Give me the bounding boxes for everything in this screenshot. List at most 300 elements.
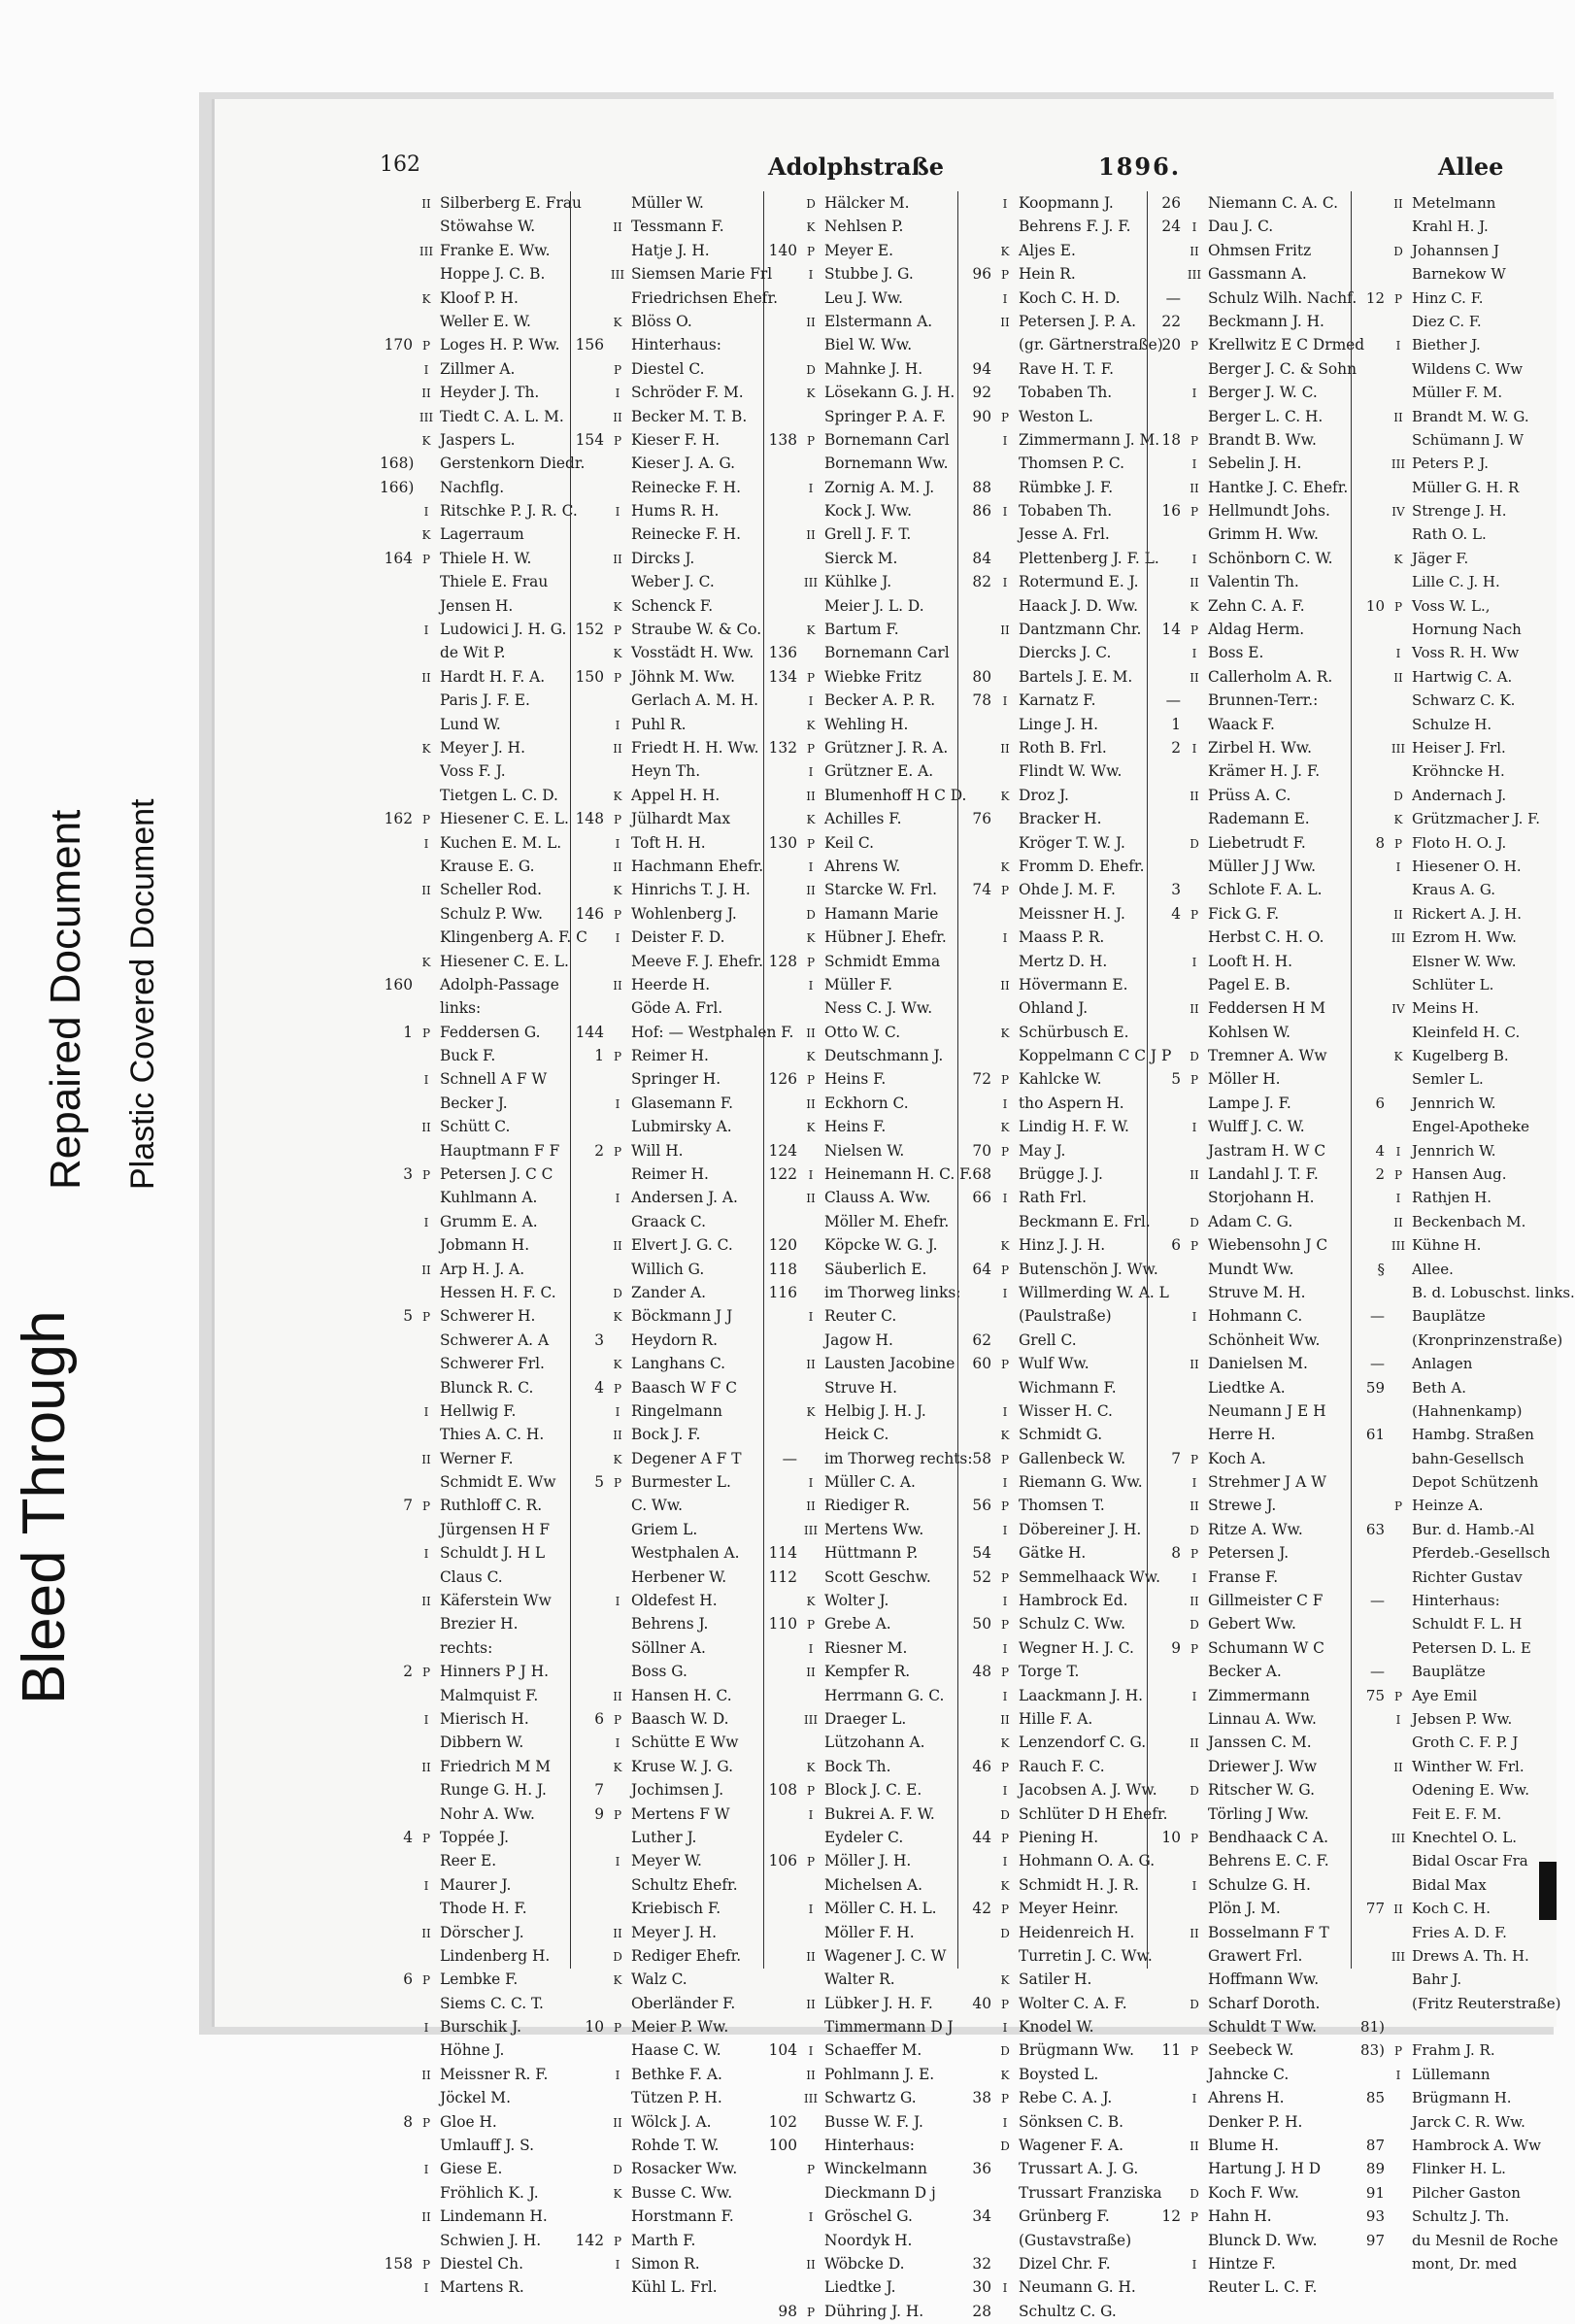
resident-name: Johannsen J <box>1412 241 1499 259</box>
floor-code: P <box>806 433 816 448</box>
directory-entry <box>764 973 958 996</box>
house-number: 4 <box>1375 1141 1385 1160</box>
directory-entry <box>1352 1162 1558 1186</box>
house-number: 61 <box>1365 1426 1385 1444</box>
floor-code: I <box>1002 433 1008 448</box>
resident-name: Torge T. <box>1019 1663 1080 1681</box>
resident-name: Herbst C. H. O. <box>1208 928 1324 947</box>
floor-code: P <box>1190 1452 1199 1466</box>
directory-entry <box>1352 665 1558 689</box>
resident-name: Kuhlmann A. <box>440 1189 538 1207</box>
directory-entry <box>571 1566 764 1589</box>
directory-entry <box>1352 1233 1558 1257</box>
resident-name: Berger L. C. H. <box>1208 407 1324 425</box>
directory-entry <box>1352 428 1558 452</box>
floor-code: I <box>615 505 620 520</box>
resident-name: Brunnen-Terr.: <box>1208 691 1319 710</box>
resident-name: Gillmeister C F <box>1208 1592 1324 1610</box>
floor-code: P <box>421 2115 431 2130</box>
resident-name: Jäger F. <box>1412 549 1469 567</box>
directory-entry <box>380 1423 570 1446</box>
resident-name: Knodel W. <box>1019 2018 1094 2037</box>
directory-entry <box>380 855 570 878</box>
directory-entry <box>571 1304 764 1328</box>
floor-code: P <box>806 955 816 969</box>
resident-name: Mahnke J. H. <box>824 359 923 378</box>
resident-name: Hamann Marie <box>824 904 939 923</box>
directory-entry <box>380 2157 570 2180</box>
resident-name: Meyer Heinr. <box>1019 1900 1119 1918</box>
resident-name: Gebert Ww. <box>1208 1615 1296 1634</box>
resident-name: Hartung J. H D <box>1208 2160 1322 2178</box>
directory-entry <box>1352 1684 1558 1707</box>
floor-code: P <box>1000 1263 1010 1277</box>
floor-code: I <box>1395 2068 1401 2082</box>
resident-name: Müller F. <box>824 975 893 994</box>
house-number: 126 <box>768 1070 797 1089</box>
directory-entry <box>764 1233 958 1257</box>
floor-code: K <box>613 647 622 661</box>
house-number: 91 <box>1365 2183 1385 2202</box>
resident-name: Heyder J. Th. <box>440 384 540 402</box>
resident-name: Bartum F. <box>824 621 899 639</box>
resident-name: Gätke H. <box>1019 1544 1087 1563</box>
resident-name: Umlauff J. S. <box>440 2137 535 2155</box>
floor-code: D <box>1393 244 1403 258</box>
resident-name: Plettenberg J. F. L. <box>1019 549 1159 567</box>
directory-entry <box>1148 1968 1352 1991</box>
resident-name: Friedrich M M <box>440 1757 552 1775</box>
directory-entry <box>571 689 764 712</box>
directory-entry <box>958 1802 1168 1826</box>
street-heading-right: Allee <box>1438 152 1504 181</box>
floor-code: II <box>806 528 816 543</box>
directory-entry <box>380 1162 570 1186</box>
house-number: 93 <box>1365 2207 1385 2226</box>
directory-entry <box>764 2086 958 2109</box>
floor-code: P <box>421 1973 431 1988</box>
resident-name: Tobaben Th. <box>1019 502 1113 521</box>
resident-name: Hiesener O. H. <box>1412 857 1522 875</box>
floor-code: K <box>613 1452 622 1466</box>
floor-code: II <box>1190 1926 1199 1940</box>
floor-code: I <box>423 1713 429 1727</box>
directory-entry <box>571 1518 764 1541</box>
house-number: 22 <box>1161 312 1181 330</box>
directory-entry <box>380 1115 570 1138</box>
floor-code: P <box>421 1026 431 1040</box>
floor-code: II <box>1190 244 1199 258</box>
directory-entry <box>380 926 587 949</box>
directory-entry <box>958 357 1148 381</box>
resident-name: Ringelmann <box>631 1401 722 1420</box>
resident-name: Semler L. <box>1412 1070 1484 1089</box>
house-number: § <box>1377 1260 1385 1278</box>
floor-code: P <box>806 2305 816 2319</box>
floor-code: K <box>806 931 816 946</box>
directory-entry <box>571 641 764 664</box>
floor-code: II <box>421 387 431 401</box>
resident-name: Lindig H. F. W. <box>1019 1118 1129 1136</box>
house-number: 87 <box>1365 2137 1385 2155</box>
floor-code: II <box>613 1689 622 1703</box>
resident-name: Floto H. O. J. <box>1412 833 1507 852</box>
directory-entry <box>958 428 1160 452</box>
floor-code: I <box>1002 1404 1008 1419</box>
floor-code: I <box>1002 1096 1008 1111</box>
directory-entry <box>958 2157 1148 2180</box>
directory-entry <box>380 1139 570 1162</box>
directory-entry <box>764 2015 958 2038</box>
resident-name: Oldefest H. <box>631 1592 718 1610</box>
resident-name: Hornung Nach <box>1412 621 1522 639</box>
resident-name: Dizel Chr. F. <box>1019 2254 1111 2273</box>
resident-name: Marth F. <box>631 2231 696 2249</box>
floor-code: I <box>423 623 429 638</box>
directory-entry <box>764 594 958 618</box>
resident-name: Peters P. J. <box>1412 455 1490 473</box>
directory-entry <box>571 1660 764 1683</box>
resident-name: Krause E. G. <box>440 857 535 875</box>
directory-entry <box>764 333 958 356</box>
house-number: 110 <box>768 1615 797 1634</box>
resident-name: Block J. C. E. <box>824 1781 922 1800</box>
directory-entry <box>1148 476 1352 499</box>
house-number: 3 <box>594 1330 604 1349</box>
directory-entry <box>571 1399 764 1423</box>
resident-name: Beckenbach M. <box>1412 1212 1526 1230</box>
resident-name: Friedt H. H. Ww. <box>631 738 759 757</box>
house-number: 78 <box>972 691 991 710</box>
directory-entry <box>1352 1447 1558 1470</box>
floor-code: I <box>1191 552 1197 566</box>
resident-name: Rath Frl. <box>1019 1189 1087 1207</box>
resident-name: Hövermann E. <box>1019 975 1128 994</box>
resident-name: Kleinfeld H. C. <box>1412 1023 1521 1041</box>
resident-name: Hille F. A. <box>1019 1710 1093 1728</box>
resident-name: Grützner J. R. A. <box>824 738 949 757</box>
floor-code: I <box>1191 387 1197 401</box>
resident-name: Laackmann J. H. <box>1019 1686 1144 1704</box>
directory-entry <box>1352 2157 1558 2180</box>
directory-entry <box>571 547 764 570</box>
directory-entry <box>380 1684 570 1707</box>
floor-code: D <box>1000 2044 1010 2059</box>
directory-entry <box>1352 1021 1558 1044</box>
floor-code: II <box>806 1499 816 1514</box>
directory-entry <box>764 665 958 689</box>
floor-code: I <box>615 718 620 732</box>
resident-name: Arp H. J. A. <box>440 1260 525 1278</box>
bleed-through-label: Bleed Through <box>11 1310 78 1704</box>
resident-name: Diestel Ch. <box>440 2254 523 2273</box>
resident-name: Grebe A. <box>824 1615 891 1634</box>
resident-name: Brandt M. W. G. <box>1412 407 1529 425</box>
directory-entry <box>380 2181 570 2205</box>
floor-code: I <box>1002 1784 1008 1799</box>
directory-entry <box>958 1233 1148 1257</box>
directory-entry <box>380 784 570 807</box>
directory-entry <box>1148 1566 1352 1589</box>
directory-entry <box>764 2038 958 2062</box>
floor-code: I <box>808 1641 814 1656</box>
resident-name: Berger J. W. C. <box>1208 384 1318 402</box>
directory-entry <box>958 1778 1157 1802</box>
resident-name: Kieser F. H. <box>631 430 720 449</box>
floor-code: D <box>806 907 816 922</box>
resident-name: Lille C. J. H. <box>1412 573 1500 591</box>
house-number: 48 <box>972 1663 991 1681</box>
directory-entry <box>1352 1044 1558 1067</box>
directory-entry <box>1352 191 1558 215</box>
directory-entry <box>571 1589 764 1612</box>
resident-name: Scheller Rod. <box>440 881 542 899</box>
directory-entry <box>1352 1707 1558 1731</box>
floor-code: II <box>1190 670 1199 685</box>
directory-entry <box>764 1470 958 1494</box>
resident-name: Rebe C. A. J. <box>1019 2089 1113 2107</box>
resident-name: Blunck D. Ww. <box>1208 2231 1318 2249</box>
resident-name: Grumm E. A. <box>440 1212 538 1230</box>
resident-name: Rathjen H. <box>1412 1189 1492 1207</box>
directory-entry <box>571 499 764 522</box>
floor-code: II <box>421 1926 431 1940</box>
resident-name: Richter Gustav <box>1412 1567 1523 1586</box>
directory-entry <box>571 2181 764 2205</box>
directory-entry <box>764 1778 958 1802</box>
floor-code: K <box>1000 1026 1010 1040</box>
house-number: 10 <box>585 2018 604 2037</box>
resident-name: Schlüter D H Ehefr. <box>1019 1804 1168 1823</box>
directory-entry <box>1352 1921 1558 1944</box>
house-number: 1 <box>594 1047 604 1065</box>
resident-name: Schumann W C <box>1208 1638 1324 1657</box>
resident-name: im Thorweg rechts: <box>824 1449 973 1467</box>
resident-name: Ahrens W. <box>824 857 901 875</box>
house-number: 7 <box>403 1497 413 1515</box>
floor-code: I <box>1191 2092 1197 2106</box>
directory-entry <box>380 1233 570 1257</box>
resident-name: Semmelhaack Ww. <box>1019 1567 1161 1586</box>
directory-entry <box>1148 807 1352 830</box>
directory-entry <box>571 1139 764 1162</box>
resident-name: Gassmann A. <box>1208 265 1307 284</box>
house-number: 162 <box>384 810 413 828</box>
resident-name: Linnau A. Ww. <box>1208 1710 1317 1728</box>
directory-entry <box>1148 1660 1352 1683</box>
house-number: 68 <box>972 1165 991 1184</box>
directory-entry <box>958 1352 1148 1375</box>
house-number: 98 <box>778 2302 797 2320</box>
house-number: 168) <box>380 455 415 473</box>
resident-name: Törling J Ww. <box>1208 1804 1309 1823</box>
directory-entry <box>1148 1162 1352 1186</box>
resident-name: Heins F. <box>824 1118 887 1136</box>
resident-name: Bartels J. E. M. <box>1019 667 1133 686</box>
floor-code: P <box>1190 2210 1199 2225</box>
floor-code: K <box>1190 599 1199 614</box>
directory-entry <box>958 1470 1148 1494</box>
house-number: 75 <box>1365 1686 1385 1704</box>
resident-name: Runge G. H. J. <box>440 1781 547 1800</box>
directory-entry <box>958 1021 1148 1044</box>
floor-code: I <box>1002 1689 1008 1703</box>
house-number: 166) <box>380 478 415 496</box>
directory-entry <box>571 1636 764 1660</box>
floor-code: K <box>1393 1050 1403 1064</box>
house-number: 54 <box>972 1544 991 1563</box>
directory-entry <box>1148 1612 1352 1635</box>
resident-name: Schwerer Frl. <box>440 1355 545 1373</box>
resident-name: Grawert Frl. <box>1208 1946 1303 1965</box>
resident-name: Hahn H. <box>1208 2207 1272 2226</box>
resident-name: Clauss A. Ww. <box>824 1189 931 1207</box>
house-number: 18 <box>1161 430 1181 449</box>
directory-entry <box>958 1684 1148 1707</box>
directory-entry <box>958 784 1148 807</box>
directory-entry <box>764 476 958 499</box>
resident-name: Reimer H. <box>631 1047 709 1065</box>
floor-code: I <box>1395 647 1401 661</box>
floor-code: P <box>1000 410 1010 424</box>
resident-name: Malmquist F. <box>440 1686 539 1704</box>
directory-entry <box>380 1873 570 1897</box>
house-number: 81) <box>1360 2018 1385 2037</box>
house-number: 32 <box>972 2254 991 2273</box>
floor-code: P <box>613 1050 622 1064</box>
resident-name: Bornemann Ww. <box>824 455 949 473</box>
resident-name: Müller J J Ww. <box>1208 857 1317 875</box>
resident-name: du Mesnil de Roche <box>1412 2231 1558 2249</box>
directory-entry <box>571 1992 764 2015</box>
directory-entry <box>1148 1186 1352 1209</box>
directory-entry <box>571 1707 764 1731</box>
directory-entry <box>764 1992 958 2015</box>
directory-entry <box>958 926 1148 949</box>
house-number: 86 <box>972 502 991 521</box>
directory-entry <box>764 689 958 712</box>
directory-entry <box>958 1044 1172 1067</box>
floor-code: P <box>613 670 622 685</box>
resident-name: Höhne J. <box>440 2041 505 2060</box>
directory-entry <box>764 547 958 570</box>
house-number: 8 <box>1171 1544 1181 1563</box>
directory-entry <box>1148 381 1352 404</box>
resident-name: Ritze A. Ww. <box>1208 1520 1303 1538</box>
house-number: 5 <box>1171 1070 1181 1089</box>
resident-name: Paris J. F. E. <box>440 691 530 710</box>
directory-entry <box>1148 2063 1352 2086</box>
directory-entry <box>1148 1304 1352 1328</box>
resident-name: Niemann C. A. C. <box>1208 194 1339 212</box>
floor-code: I <box>615 931 620 946</box>
floor-code: I <box>1002 1855 1008 1869</box>
resident-name: Scott Geschw. <box>824 1567 931 1586</box>
resident-name: Petersen J. P. A. <box>1019 312 1137 330</box>
floor-code: I <box>808 1310 814 1325</box>
directory-entry <box>958 215 1148 238</box>
directory-entry <box>764 428 958 452</box>
directory-entry <box>958 381 1148 404</box>
directory-entry <box>571 807 764 830</box>
directory-entry <box>958 286 1148 310</box>
resident-name: mont, Dr. med <box>1412 2254 1518 2273</box>
resident-name: Schulz P. Ww. <box>440 904 543 923</box>
resident-name: Hiesener C. E. L. <box>440 952 569 970</box>
house-number: 5 <box>594 1473 604 1492</box>
resident-name: Thies A. C. H. <box>440 1426 545 1444</box>
resident-name: Flinker H. L. <box>1412 2160 1506 2178</box>
floor-code: P <box>613 1381 622 1396</box>
resident-name: Diestel C. <box>631 359 705 378</box>
resident-name: Wisser H. C. <box>1019 1401 1113 1420</box>
floor-code: II <box>806 1192 816 1206</box>
directory-entry <box>1148 1423 1352 1446</box>
directory-entry <box>571 1612 764 1635</box>
resident-name: Voss F. J. <box>440 762 506 781</box>
directory-entry <box>1148 973 1352 996</box>
directory-entry <box>380 594 570 618</box>
directory-entry <box>958 405 1148 428</box>
house-number: 74 <box>972 881 991 899</box>
resident-name: (Fritz Reuterstraße) <box>1412 1994 1561 2012</box>
resident-name: Krahl H. J. <box>1412 218 1489 236</box>
directory-entry <box>958 522 1148 546</box>
directory-entry <box>1352 878 1558 901</box>
resident-name: Willmerding W. A. L <box>1019 1283 1169 1301</box>
floor-code: I <box>1002 694 1008 709</box>
resident-name: Mundt Ww. <box>1208 1260 1294 1278</box>
floor-code: P <box>806 670 816 685</box>
directory-entry <box>571 1541 764 1565</box>
floor-code: IV <box>1391 505 1405 520</box>
house-number: 1 <box>403 1023 413 1041</box>
resident-name: Riesner M. <box>824 1638 908 1657</box>
directory-entry <box>380 2015 570 2038</box>
directory-entry <box>958 1921 1148 1944</box>
floor-code: K <box>1000 859 1010 874</box>
directory-entry <box>1352 1067 1558 1091</box>
house-number: 7 <box>594 1781 604 1800</box>
resident-name: Weber J. C. <box>631 573 715 591</box>
resident-name: Turretin J. C. Ww. <box>1019 1946 1153 1965</box>
house-number: 64 <box>972 1260 991 1278</box>
resident-name: Struve H. <box>824 1378 898 1397</box>
floor-code: III <box>1391 931 1406 946</box>
resident-name: Nielsen W. <box>824 1141 905 1160</box>
resident-name: Langhans C. <box>631 1355 726 1373</box>
floor-code: K <box>1000 1736 1010 1751</box>
directory-entry <box>380 333 570 356</box>
floor-code: P <box>613 623 622 638</box>
directory-entry <box>380 2229 570 2252</box>
directory-entry <box>1148 1755 1352 1778</box>
directory-entry <box>958 333 1163 356</box>
floor-code: I <box>808 1807 814 1822</box>
resident-name: Schröder F. M. <box>631 384 744 402</box>
directory-entry <box>764 310 958 333</box>
resident-name: Feddersen G. <box>440 1023 541 1041</box>
resident-name: Petersen J. <box>1208 1544 1290 1563</box>
resident-name: Meyer J. H. <box>440 738 525 757</box>
resident-name: Grünberg F. <box>1019 2207 1110 2226</box>
resident-name: Engel-Apotheke <box>1412 1118 1529 1136</box>
resident-name: Haase C. W. <box>631 2041 721 2060</box>
floor-code: II <box>1190 1002 1199 1017</box>
directory-entry <box>958 570 1148 593</box>
floor-code: II <box>421 2068 431 2082</box>
resident-name: Zimmermann J. M. <box>1019 430 1160 449</box>
